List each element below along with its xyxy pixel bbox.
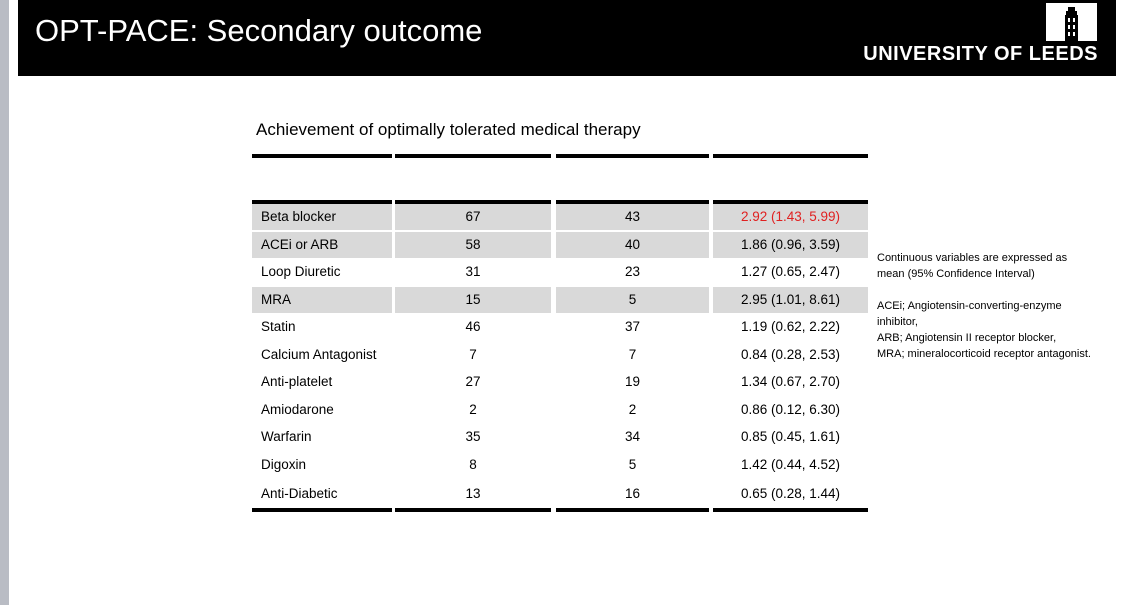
footnote-mra: MRA; mineralocorticoid receptor antagonist. <box>877 348 1091 360</box>
odds-ratio-ci: 0.84 (0.28, 2.53) <box>740 347 841 362</box>
header-rule <box>395 154 551 158</box>
group-b-count: 16 <box>624 486 641 501</box>
row-label: Beta blocker <box>252 204 392 230</box>
footer-rule <box>395 508 551 512</box>
group-b-count: 23 <box>624 264 641 279</box>
header-rule <box>556 154 709 158</box>
row-label: MRA <box>252 287 392 313</box>
group-a-count: 7 <box>469 347 477 362</box>
footnote-continuous: Continuous variables are expressed as mean (95% Confidence Interval) <box>877 252 1068 280</box>
odds-ratio-ci: 1.86 (0.96, 3.59) <box>713 232 868 258</box>
group-b-count: 7 <box>628 347 637 362</box>
slide-header <box>18 0 1116 76</box>
footer-rule <box>556 508 709 512</box>
group-a-count: 46 <box>465 319 481 334</box>
group-a-count: 13 <box>465 486 481 501</box>
odds-ratio-ci: 1.19 (0.62, 2.22) <box>740 319 841 334</box>
odds-ratio-ci: 1.42 (0.44, 4.52) <box>740 457 841 472</box>
group-a-count: 15 <box>395 287 551 313</box>
footer-rule <box>252 508 392 512</box>
left-edge-strip <box>0 0 9 605</box>
group-a-count: 27 <box>465 374 481 389</box>
table-row <box>252 397 868 423</box>
group-a-count: 35 <box>465 429 481 444</box>
odds-ratio-ci: 1.34 (0.67, 2.70) <box>740 374 841 389</box>
row-label: Loop Diuretic <box>261 264 341 279</box>
group-a-count: 2 <box>469 402 477 417</box>
footer-rule <box>713 508 868 512</box>
odds-ratio-ci: 0.65 (0.28, 1.44) <box>740 486 841 501</box>
group-b-count: 37 <box>624 319 641 334</box>
group-a-count: 67 <box>395 204 551 230</box>
row-label: Calcium Antagonist <box>261 347 377 362</box>
header-rule <box>713 154 868 158</box>
row-label: Anti-platelet <box>261 374 333 389</box>
row-label: ACEi or ARB <box>252 232 392 258</box>
group-b-count: 2 <box>628 402 637 417</box>
table-row <box>252 342 868 368</box>
odds-ratio-ci: 2.95 (1.01, 8.61) <box>713 287 868 313</box>
table-row <box>252 232 868 258</box>
table-row <box>252 204 868 230</box>
table-row <box>252 259 868 285</box>
table-row <box>252 369 868 395</box>
table-row <box>252 287 868 313</box>
table-caption: Achievement of optimally tolerated medical therapy <box>256 120 641 139</box>
group-b-count: 5 <box>556 287 709 313</box>
group-a-count: 8 <box>469 457 477 472</box>
group-a-count: 31 <box>465 264 481 279</box>
row-label: Anti-Diabetic <box>261 486 338 501</box>
row-label: Amiodarone <box>261 402 334 417</box>
footnote-acei: ACEi; Angiotensin-converting-enzyme inhibitor, <box>877 300 1062 328</box>
university-tower-logo <box>1046 3 1097 41</box>
odds-ratio-ci: 2.92 (1.43, 5.99) <box>713 204 868 230</box>
odds-ratio-ci: 1.27 (0.65, 2.47) <box>740 264 841 279</box>
odds-ratio-ci: 0.86 (0.12, 6.30) <box>740 402 841 417</box>
table-row <box>252 314 868 340</box>
footnotes <box>877 250 1092 362</box>
group-b-count: 5 <box>628 457 637 472</box>
footnote-arb: ARB; Angiotensin II receptor blocker, <box>877 332 1057 344</box>
row-label: Warfarin <box>261 429 312 444</box>
table-row <box>252 424 868 450</box>
university-name: UNIVERSITY OF LEEDS <box>863 43 1098 65</box>
table-row <box>252 481 868 507</box>
slide-title: OPT-PACE: Secondary outcome <box>35 13 483 48</box>
row-label: Statin <box>261 319 296 334</box>
group-b-count: 34 <box>624 429 641 444</box>
table-row <box>252 452 868 478</box>
group-b-count: 43 <box>556 204 709 230</box>
group-b-count: 40 <box>556 232 709 258</box>
odds-ratio-ci: 0.85 (0.45, 1.61) <box>740 429 841 444</box>
group-b-count: 19 <box>624 374 641 389</box>
group-a-count: 58 <box>395 232 551 258</box>
header-rule <box>252 154 392 158</box>
row-label: Digoxin <box>261 457 307 472</box>
